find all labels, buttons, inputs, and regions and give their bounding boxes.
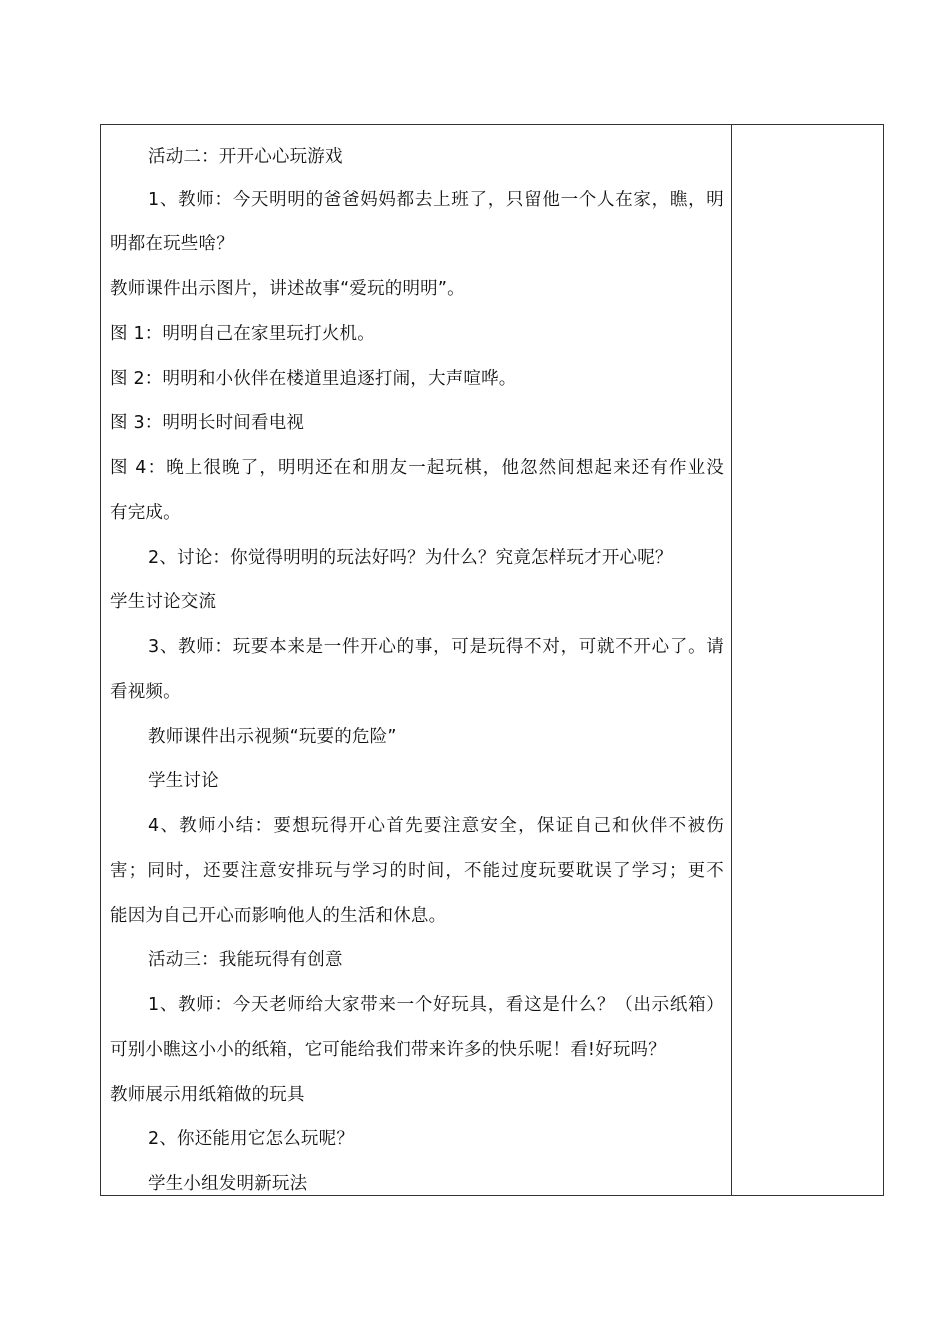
- text-line: 1、教师：今天明明的爸爸妈妈都去上班了，只留他一个人在家，瞧，明: [148, 190, 724, 210]
- text-line: 看视频。: [110, 682, 181, 702]
- text-line: 能因为自己开心而影响他人的生活和休息。: [110, 906, 447, 926]
- text-line: 教师展示用纸箱做的玩具: [110, 1085, 305, 1105]
- text-line: 2、你还能用它怎么玩呢？: [148, 1129, 355, 1149]
- text-line: 可别小瞧这小小的纸箱，它可能给我们带来许多的快乐呢！看!好玩吗？: [110, 1040, 666, 1060]
- activity-three-heading: 活动三：我能玩得有创意: [148, 950, 343, 970]
- activity-two-heading: 活动二：开开心心玩游戏: [148, 147, 343, 167]
- notes-cell: [732, 125, 884, 1195]
- text-line: 害；同时，还要注意安排玩与学习的时间，不能过度玩要耽误了学习；更不: [110, 861, 724, 881]
- text-line: 学生小组发明新玩法: [148, 1174, 308, 1194]
- text-line: 图 2：明明和小伙伴在楼道里追逐打闹，大声喧哗。: [110, 369, 517, 389]
- text-line: 有完成。: [110, 503, 181, 523]
- text-line: 1、教师：今天老师给大家带来一个好玩具，看这是什么？（出示纸箱）: [148, 995, 724, 1015]
- lesson-table: [100, 124, 884, 1196]
- text-line: 图 4：晚上很晚了，明明还在和朋友一起玩棋，他忽然间想起来还有作业没: [110, 458, 724, 478]
- text-line: 教师课件出示视频“玩要的危险”: [148, 727, 397, 747]
- text-line: 明都在玩些啥？: [110, 234, 234, 254]
- activity-content-cell: [101, 125, 731, 1195]
- text-line: 图 3：明明长时间看电视: [110, 413, 305, 433]
- text-line: 学生讨论: [148, 771, 219, 791]
- text-line: 图 1：明明自己在家里玩打火机。: [110, 324, 375, 344]
- text-line: 学生讨论交流: [110, 592, 217, 612]
- text-line: 教师课件出示图片，讲述故事“爱玩的明明”。: [110, 279, 465, 299]
- text-line: 3、教师：玩要本来是一件开心的事，可是玩得不对，可就不开心了。请: [148, 637, 724, 657]
- text-line: 2、讨论：你觉得明明的玩法好吗？为什么？究竟怎样玩才开心呢？: [148, 548, 673, 568]
- text-line: 4、教师小结：要想玩得开心首先要注意安全，保证自己和伙伴不被伤: [148, 816, 724, 836]
